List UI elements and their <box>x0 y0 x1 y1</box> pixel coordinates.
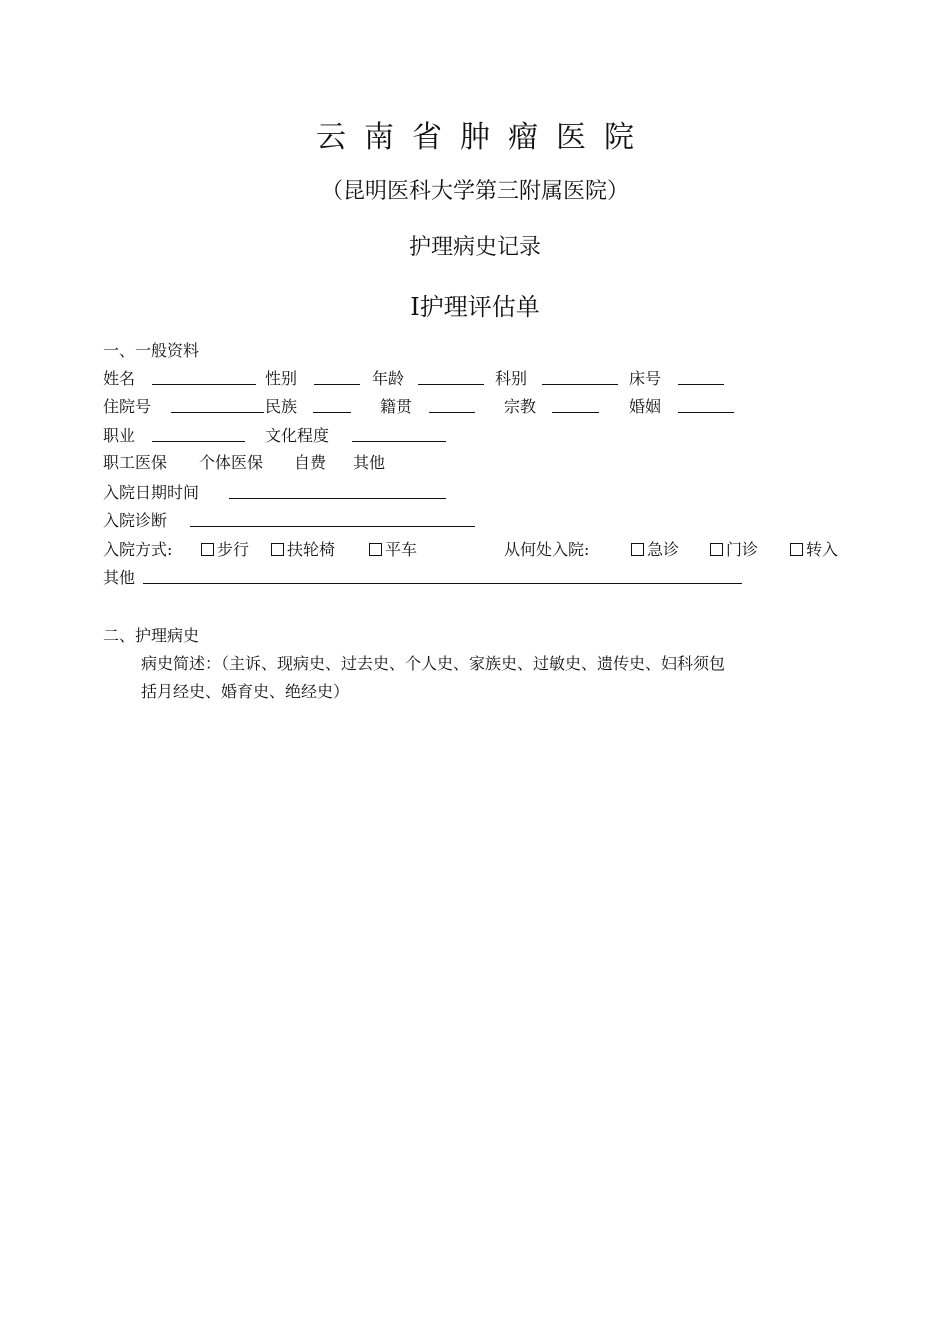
payment-self-pay[interactable]: 自费 <box>294 453 327 472</box>
label-gender: 性别 <box>265 369 298 388</box>
mode-walk-option[interactable] <box>201 537 249 560</box>
source-outpatient-option[interactable] <box>710 537 758 560</box>
admission-no-field[interactable] <box>171 412 264 413</box>
label-age: 年龄 <box>372 369 405 388</box>
age-field[interactable] <box>418 384 484 385</box>
label-admission-datetime: 入院日期时间 <box>103 483 200 502</box>
admission-diagnosis-field[interactable] <box>190 526 475 527</box>
label-admission-source: 从何处入院: <box>504 540 590 559</box>
label-name: 姓名 <box>103 369 136 388</box>
form-title: Ⅰ护理评估单 <box>410 293 540 321</box>
label-department: 科别 <box>495 369 528 388</box>
history-summary-line1: 病史简述：（主诉、现病史、过去史、个人史、家族史、过敏史、遗传史、妇科须包 <box>141 654 726 673</box>
label-marriage: 婚姻 <box>629 397 662 416</box>
marriage-field[interactable] <box>678 412 734 413</box>
occupation-field[interactable] <box>152 441 245 442</box>
checkbox-icon[interactable] <box>369 543 382 556</box>
label-religion: 宗教 <box>504 397 537 416</box>
hospital-subtitle: （昆明医科大学第三附属医院） <box>320 179 629 204</box>
record-title: 护理病史记录 <box>408 235 541 260</box>
mode-stretcher-label: 平车 <box>385 540 418 559</box>
label-admission-no: 住院号 <box>103 397 152 416</box>
section-history-heading: 二、护理病史 <box>103 626 200 645</box>
label-occupation: 职业 <box>103 426 136 445</box>
payment-other[interactable]: 其他 <box>353 453 386 472</box>
mode-walk-label: 步行 <box>217 540 250 559</box>
ethnicity-field[interactable] <box>313 412 351 413</box>
label-bed: 床号 <box>629 369 662 388</box>
name-field[interactable] <box>152 384 256 385</box>
gender-field[interactable] <box>314 384 360 385</box>
department-field[interactable] <box>542 384 618 385</box>
label-admission-mode: 入院方式: <box>103 540 173 559</box>
history-summary-line2: 括月经史、婚育史、绝经史） <box>141 682 350 701</box>
religion-field[interactable] <box>552 412 599 413</box>
other-field[interactable] <box>143 583 742 584</box>
checkbox-icon[interactable] <box>201 543 214 556</box>
checkbox-icon[interactable] <box>271 543 284 556</box>
checkbox-icon[interactable] <box>790 543 803 556</box>
source-emergency-option[interactable] <box>631 537 679 560</box>
mode-stretcher-option[interactable] <box>369 537 417 560</box>
source-outpatient-label: 门诊 <box>726 540 759 559</box>
native-place-field[interactable] <box>429 412 475 413</box>
hospital-name: 云南省肿瘤医院 <box>316 120 652 155</box>
section-general-heading: 一、一般资料 <box>103 341 200 360</box>
source-emergency-label: 急诊 <box>647 540 680 559</box>
payment-individual-insurance[interactable]: 个体医保 <box>199 453 264 472</box>
admission-datetime-field[interactable] <box>229 498 446 499</box>
mode-wheelchair-label: 扶轮椅 <box>287 540 336 559</box>
bed-field[interactable] <box>678 384 724 385</box>
checkbox-icon[interactable] <box>710 543 723 556</box>
label-other: 其他 <box>103 568 136 587</box>
checkbox-icon[interactable] <box>631 543 644 556</box>
source-transfer-label: 转入 <box>806 540 839 559</box>
education-field[interactable] <box>352 441 446 442</box>
label-admission-diagnosis: 入院诊断 <box>103 511 168 530</box>
label-education: 文化程度 <box>265 426 330 445</box>
label-native-place: 籍贯 <box>380 397 413 416</box>
source-transfer-option[interactable] <box>790 537 838 560</box>
mode-wheelchair-option[interactable] <box>271 537 335 560</box>
label-ethnicity: 民族 <box>265 397 298 416</box>
payment-employee-insurance[interactable]: 职工医保 <box>103 453 168 472</box>
